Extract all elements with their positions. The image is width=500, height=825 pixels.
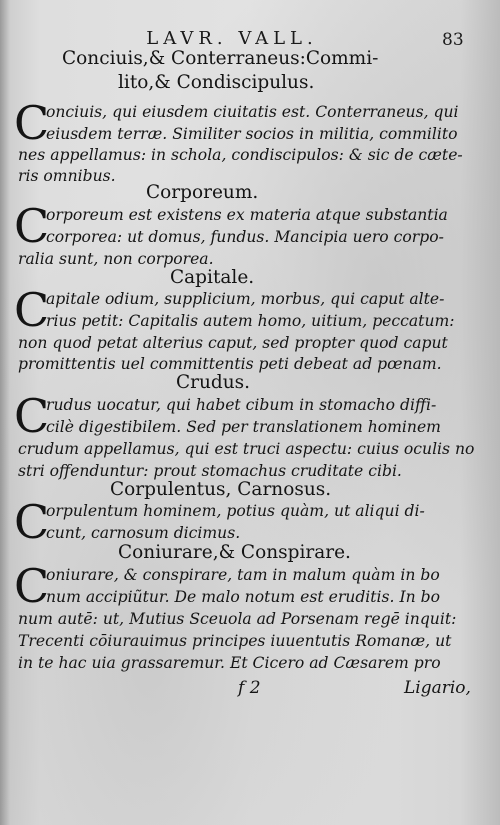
running-head: LAVR. VALL. [146, 28, 318, 49]
drop-initial: C [14, 199, 50, 253]
text-line: cunt, carnosum dicimus. [46, 524, 241, 542]
text-line: rudus uocatur, qui habet cibum in stomacho diffi- [46, 396, 437, 414]
page-number: 83 [442, 30, 464, 50]
text-line: ris omnibus. [18, 167, 116, 185]
signature-mark: f 2 [238, 678, 261, 698]
text-line: rius petit: Capitalis autem homo, uitium, peccatum: [46, 312, 455, 330]
text-line: eiusdem terræ. Similiter socios in militia, commilito [46, 125, 458, 143]
text-line: corporea: ut domus, fundus. Mancipia uero corpo- [46, 228, 444, 246]
text-line: in te hac uia grassaremur. Et Cicero ad Cæsarem pro [18, 654, 441, 672]
entry-heading: Corporeum. [146, 182, 259, 203]
drop-initial: C [14, 389, 50, 443]
text-line: orporeum est existens ex materia atque substantia [46, 206, 448, 224]
text-line: stri offenduntur: prout stomachus cruditate cibi. [18, 462, 402, 480]
text-line: onciuis, qui eiusdem ciuitatis est. Conterraneus, qui [46, 103, 459, 121]
text-line: num autē: ut, Mutius Sceuola ad Porsenam regē inquit: [18, 610, 457, 628]
text-line: orpulentum hominem, potius quàm, ut aliqui di- [46, 502, 425, 520]
text-line: apitale odium, supplicium, morbus, qui caput alte- [46, 290, 445, 308]
text-line: cilè digestibilem. Sed per translationem hominem [46, 418, 441, 436]
drop-initial: C [14, 96, 50, 150]
text-line: num accipiũtur. De malo notum est eruditis. In bo [46, 588, 440, 606]
entry-heading: lito,& Condiscipulus. [118, 72, 315, 93]
entry-heading: Coniurare,& Conspirare. [118, 542, 351, 563]
entry-heading: Crudus. [176, 372, 251, 393]
text-line: ralia sunt, non corporea. [18, 250, 214, 268]
entry-heading: Capitale. [170, 267, 255, 288]
text-line: Trecenti cōiurauimus principes iuuentutis Romanæ, ut [18, 632, 452, 650]
drop-initial: C [14, 495, 50, 549]
catchword: Ligario, [404, 678, 471, 698]
entry-heading: Corpulentus, Carnosus. [110, 479, 332, 500]
text-line: nes appellamus: in schola, condiscipulos: & sic de cæte- [18, 146, 463, 164]
text-line: crudum appellamus, qui est truci aspectu: cuius oculis no [18, 440, 475, 458]
drop-initial: C [14, 283, 50, 337]
text-line: non quod petat alterius caput, sed propter quod caput [18, 334, 448, 352]
text-line: promittentis uel committentis peti debeat ad pœnam. [18, 355, 442, 373]
drop-initial: C [14, 559, 50, 613]
entry-heading: Conciuis,& Conterraneus:Commi- [62, 48, 379, 69]
text-line: oniurare, & conspirare, tam in malum quàm in bo [46, 566, 440, 584]
